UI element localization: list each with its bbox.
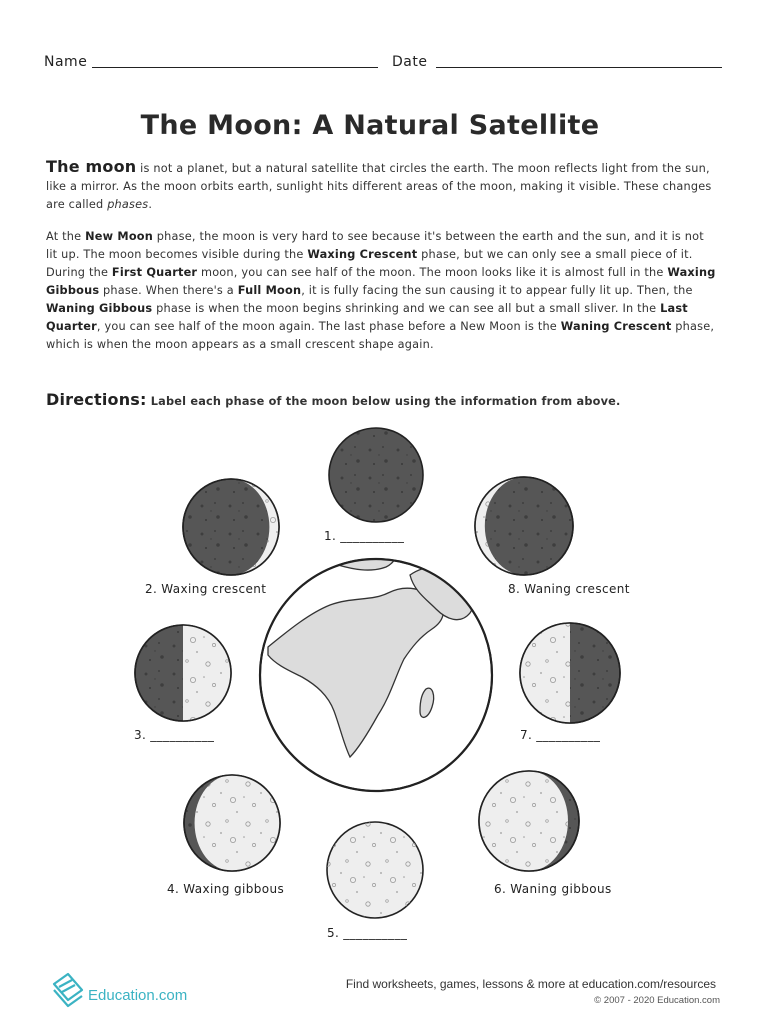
paragraph-text: phase, but we can only see a small piece of it. During the <box>46 248 693 279</box>
phase-caption-8 <box>508 582 630 596</box>
phase-answer-blank[interactable]: __________ <box>536 728 601 742</box>
phase-number: 5. <box>327 926 340 940</box>
page-title: The Moon: A Natural Satellite <box>140 110 600 141</box>
paragraph-text: , you can see half of the moon again. The last phase before a New Moon is the <box>96 320 561 333</box>
phase-term: Waning Gibbous <box>46 302 153 315</box>
phase-number: 4. <box>167 882 180 896</box>
intro-lead: The moon <box>46 157 137 176</box>
paragraph-text: At the <box>46 230 86 243</box>
waning-crescent-moon-icon <box>475 477 573 575</box>
footer-brand[interactable]: Education.com <box>88 987 188 1004</box>
intro-end: . <box>148 198 153 211</box>
phase-number: 1. <box>324 529 337 543</box>
phase-number: 2. <box>145 582 158 596</box>
phase-caption-7 <box>520 728 601 742</box>
phase-caption-5 <box>327 926 408 940</box>
directions-text: Label each phase of the moon below using the information from above. <box>146 395 621 408</box>
waxing-crescent-moon-icon <box>183 479 279 575</box>
phase-number: 8. <box>508 582 521 596</box>
paragraph-text: phase, the moon is very hard to see because it's between the earth and the sun, and it is not lit up. The moon becomes visible during the <box>46 230 704 261</box>
date-field-line[interactable] <box>436 67 722 68</box>
paragraph-text: moon, you can see half of the moon. The moon looks like it is almost full in the <box>197 266 668 279</box>
footer-copyright: © 2007 - 2020 Education.com <box>594 995 720 1006</box>
directions-lead: Directions: <box>46 390 147 409</box>
phase-number: 7. <box>520 728 533 742</box>
name-date-row <box>44 54 722 74</box>
phase-caption-1 <box>324 529 405 543</box>
earth-illustration <box>260 531 492 791</box>
phase-caption-6 <box>494 882 612 896</box>
last-quarter-moon-icon <box>520 623 620 723</box>
phase-caption-2 <box>145 582 266 596</box>
phase-answer-blank[interactable]: __________ <box>340 529 405 543</box>
full-moon-moon-icon <box>327 822 423 918</box>
intro-text: is not a planet, but a natural satellite that circles the earth. The moon reflects light from the sun, like a mirror. As the moon orbits earth, sunlight hits different areas of the moon, making it visible. These changes are called <box>46 162 712 211</box>
phases-paragraph <box>46 228 718 354</box>
first-quarter-moon-icon <box>135 625 231 721</box>
paragraph-text: phase. When there's a <box>99 284 238 297</box>
intro-italic: phases <box>107 198 149 211</box>
phase-label: Waning gibbous <box>510 882 612 896</box>
phase-term: Full Moon <box>237 284 302 297</box>
name-label: Name <box>44 54 88 70</box>
paragraph-text: phase, which is when the moon appears as a small crescent shape again. <box>46 320 715 351</box>
phase-term: Last Quarter <box>46 302 688 333</box>
name-field-line[interactable] <box>92 67 378 68</box>
new-moon-moon-icon <box>329 428 423 522</box>
phase-answer-blank[interactable]: __________ <box>343 926 408 940</box>
phase-label: Waxing gibbous <box>183 882 285 896</box>
waxing-gibbous-moon-icon <box>184 775 280 871</box>
footer-resources-link[interactable]: Find worksheets, games, lessons & more at education.com/resources <box>345 977 716 991</box>
paragraph-text: phase is when the moon begins shrinking and we can see all but a small sliver. In the <box>152 302 661 315</box>
phase-term: Waning Crescent <box>560 320 672 333</box>
phase-caption-3 <box>134 728 215 742</box>
directions <box>46 391 718 411</box>
phase-term: New Moon <box>85 230 153 243</box>
intro-paragraph <box>46 158 718 214</box>
phase-term: First Quarter <box>111 266 198 279</box>
waning-gibbous-moon-icon <box>479 771 579 871</box>
phase-caption-4 <box>167 882 284 896</box>
date-label: Date <box>392 54 428 70</box>
phase-answer-blank[interactable]: __________ <box>150 728 215 742</box>
phase-label: Waxing crescent <box>161 582 267 596</box>
phase-number: 3. <box>134 728 147 742</box>
phase-term: Waxing Gibbous <box>46 266 716 297</box>
phase-term: Waxing Crescent <box>307 248 418 261</box>
phase-number: 6. <box>494 882 507 896</box>
paragraph-text: , it is fully facing the sun causing it to appear fully lit up. Then, the <box>301 284 693 297</box>
moon-phase-diagram <box>0 415 768 960</box>
phase-label: Waning crescent <box>524 582 630 596</box>
